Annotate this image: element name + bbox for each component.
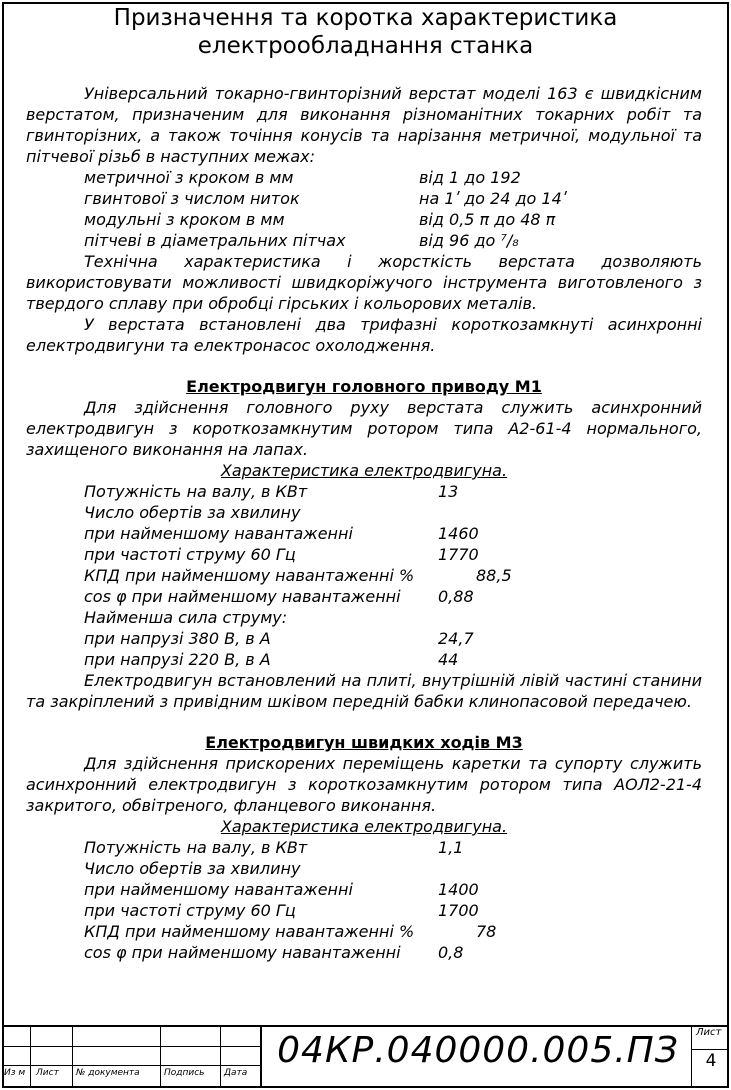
range-label: гвинтової з числом ниток [84,189,300,208]
spec-value: 1460 [438,524,479,543]
range-row [26,167,702,188]
motors-paragraph: У верстата встановлені два трифазні короткозамкнуті асинхронні електродвигуни та електронасос охолодження. [26,315,702,355]
motor3-paragraph: Для здійснення прискорених переміщень каретки та супорту служить асинхронний електродвигун з короткозамкнутим ротором типа АОЛ2-21-4 закритого, обвітреного, фланцевого виконання. [26,754,702,815]
range-label: модульні з кроком в мм [84,210,285,229]
motor3-subheading: Характеристика електродвигуна. [220,817,508,836]
spec-row [26,921,702,942]
range-value: на 1ʹ до 24 до 14ʹ [419,189,567,208]
range-value: від 0,5 π до 48 π [419,210,556,229]
spec-value: 0,88 [438,587,474,606]
title-line-1: Призначення та коротка характеристика [113,5,618,31]
spec-label: при частоті струму 60 Гц [84,545,296,564]
title-line-2: електрообладнання станка [197,33,534,59]
spec-label: Найменша сила струму: [84,608,288,627]
range-row [26,188,702,209]
sheet-number: 4 [705,1051,717,1071]
spec-label: при найменшому навантаженні [84,880,353,899]
col-list-label: Лист [36,1068,59,1078]
spec-label: КПД при найменшому навантаженні % [84,922,415,941]
intro-paragraph: Універсальний токарно-гвинторізний верстат моделі 163 є швидкісним верстатом, призначеним для виконання різноманітних токарних робіт та гвинторізних, а також точіння конусів та нарізання метричної, модульної та пітчевої різьб в наступних межах: [26,84,702,166]
spec-label: Число обертів за хвилину [84,859,301,878]
range-value: від 1 до 192 [419,168,521,187]
spec-row [26,900,702,921]
spec-value: 1,1 [438,838,464,857]
spec-row [26,607,702,628]
spec-row [26,544,702,565]
motor3-heading: Електродвигун швидких ходів М3 [205,733,523,752]
spec-label: при напрузі 220 В, в А [84,650,271,669]
range-label: метричної з кроком в мм [84,168,294,187]
range-label: пітчеві в діаметральних пітчах [84,231,346,250]
spec-label: cos φ при найменшому навантаженні [84,587,401,606]
spec-value: 44 [438,650,459,669]
spec-row [26,502,702,523]
spec-value: 0,8 [438,943,464,962]
spec-row [26,481,702,502]
spec-value: 24,7 [438,629,474,648]
tech-paragraph: Технічна характеристика і жорсткість верстата дозволяють використовувати можливості швидкоріжучого інструмента виготовленого з твердого сплаву при обробці гірських і кольорових металів. [26,252,702,313]
spec-value: 88,5 [476,566,512,585]
spec-row [26,523,702,544]
col-sign-label: Подпись [164,1068,205,1078]
title-block [2,1025,729,1088]
range-row [26,230,702,251]
spec-row [26,837,702,858]
document-body [26,83,702,963]
spec-row [26,879,702,900]
spec-label: Потужність на валу, в КВт [84,838,308,857]
document-code: 04КР.040000.005.ПЗ [277,1030,679,1071]
spec-value: 13 [438,482,459,501]
spec-label: cos φ при найменшому навантаженні [84,943,401,962]
col-date-label: Дата [224,1068,248,1078]
spec-label: при напрузі 380 В, в А [84,629,271,648]
col-doc-label: № документа [76,1068,140,1078]
motor1-subheading: Характеристика електродвигуна. [220,461,508,480]
spec-row [26,628,702,649]
spec-label: Потужність на валу, в КВт [84,482,308,501]
spec-row [26,649,702,670]
col-izm-label: Из м [4,1068,26,1078]
sheet-label: Лист [696,1027,722,1038]
spec-row [26,586,702,607]
spec-row [26,565,702,586]
spec-label: при найменшому навантаженні [84,524,353,543]
spec-row [26,858,702,879]
spec-value: 1770 [438,545,479,564]
motor1-paragraph-2: Електродвигун встановлений на плиті, внутрішній лівій частині станини та закріплений з привідним шківом передній бабки клинопасовой передачею. [26,671,702,711]
spec-label: КПД при найменшому навантаженні % [84,566,415,585]
spec-value: 1700 [438,901,479,920]
spec-value: 1400 [438,880,479,899]
spec-row [26,942,702,963]
spec-label: Число обертів за хвилину [84,503,301,522]
range-row [26,209,702,230]
motor1-heading: Електродвигун головного приводу М1 [186,377,542,396]
spec-label: при частоті струму 60 Гц [84,901,296,920]
range-value: від 96 до ⁷/₈ [419,231,519,250]
motor1-paragraph: Для здійснення головного руху верстата служить асинхронний електродвигун з короткозамкнутим ротором типа А2-61-4 нормального, захищеного виконання на лапах. [26,398,702,459]
page-title [0,4,731,60]
spec-value: 78 [476,922,497,941]
